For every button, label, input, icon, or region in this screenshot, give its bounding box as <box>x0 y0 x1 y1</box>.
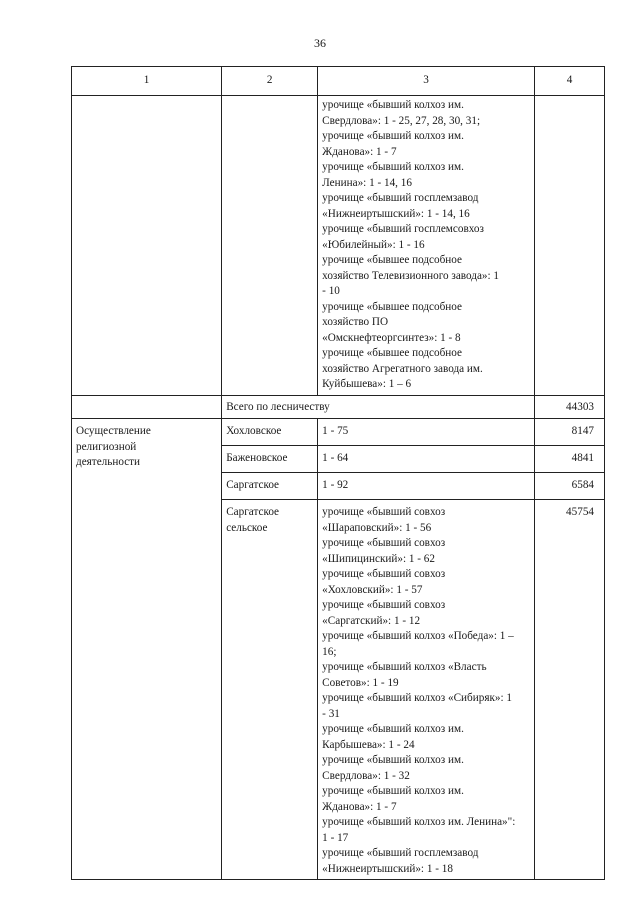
quarters-line: «Нижнеиртышский»: 1 - 18 <box>322 862 453 875</box>
quarters-line: урочище «бывшее подсобное <box>322 300 462 313</box>
forestry-cell <box>222 500 318 880</box>
forest-allocation-table <box>71 66 605 880</box>
quarters-line: урочище «бывший колхоз им. <box>322 754 464 766</box>
quarters-line: урочище «бывший колхоз им. <box>322 161 464 173</box>
quarters-line: - 31 <box>322 707 340 720</box>
purpose-cell <box>72 395 222 419</box>
quarters-line: Свердлова»: 1 - 32 <box>322 769 410 782</box>
quarters-line: урочище «бывший госплемзавод <box>322 847 479 859</box>
purpose-line: Осуществление <box>76 425 151 437</box>
quarters-line: урочище «бывший совхоз <box>322 537 446 549</box>
quarters-cell <box>318 96 535 396</box>
quarters-line: урочище «бывший колхоз им. <box>322 99 464 111</box>
quarters-line: - 10 <box>322 285 340 297</box>
quarters-line: «Саргатский»: 1 - 12 <box>322 614 421 627</box>
forestry-line: Саргатское <box>226 506 280 518</box>
quarters-line: Карбышева»: 1 - 24 <box>322 738 415 751</box>
purpose-cell <box>72 419 222 880</box>
quarters-cell: 1 - 75 <box>318 419 535 446</box>
quarters-line: урочище «бывший колхоз «Победа»: 1 – <box>322 630 514 642</box>
purpose-line: религиозной <box>76 440 137 453</box>
quarters-line: «Шипицинский»: 1 - 62 <box>322 552 435 565</box>
header-col-4: 4 <box>534 67 604 96</box>
quarters-line: урочище «бывший совхоз <box>322 568 446 580</box>
quarters-line: Жданова»: 1 - 7 <box>322 800 397 813</box>
quarters-line: урочище «бывшее подсобное <box>322 254 462 266</box>
quarters-line: «Юбилейный»: 1 - 16 <box>322 238 425 251</box>
area-cell: 6584 <box>534 473 604 500</box>
quarters-line: Ленина»: 1 - 14, 16 <box>322 176 412 189</box>
quarters-line: хозяйство Агрегатного завода им. <box>322 362 483 375</box>
forestry-line: сельское <box>226 521 268 534</box>
forestry-cell: Саргатское <box>222 473 318 500</box>
quarters-line: урочище «бывшее подсобное <box>322 347 462 359</box>
area-cell: 45754 <box>534 500 604 880</box>
purpose-line: деятельности <box>76 456 141 468</box>
area-cell: 4841 <box>534 446 604 473</box>
forestry-cell: Хохловское <box>222 419 318 446</box>
quarters-line: урочище «бывший колхоз им. <box>322 785 464 797</box>
quarters-line: хозяйство Телевизионного завода»: 1 <box>322 269 500 282</box>
table-row <box>72 96 605 396</box>
quarters-line: урочище «бывший госплемзавод <box>322 192 479 204</box>
quarters-line: «Омскнефтеоргсинтез»: 1 - 8 <box>322 331 461 344</box>
total-value: 44303 <box>534 395 604 419</box>
quarters-line: урочище «бывший совхоз <box>322 599 446 611</box>
quarters-line: «Нижнеиртышский»: 1 - 14, 16 <box>322 207 470 220</box>
quarters-line: «Шараповский»: 1 - 56 <box>322 521 432 534</box>
quarters-line: 16; <box>322 645 337 658</box>
header-col-1: 1 <box>72 67 222 96</box>
quarters-line: Советов»: 1 - 19 <box>322 676 399 689</box>
quarters-cell <box>318 500 535 880</box>
quarters-line: урочище «бывший колхоз «Власть <box>322 661 487 673</box>
forestry-cell: Баженовское <box>222 446 318 473</box>
quarters-line: урочище «бывший колхоз им. <box>322 723 464 735</box>
total-label: Всего по лесничеству <box>222 395 535 419</box>
total-row <box>72 395 605 419</box>
quarters-line: урочище «бывший колхоз им. <box>322 130 464 142</box>
quarters-line: урочище «бывший госплемсовхоз <box>322 223 484 235</box>
quarters-line: Куйбышева»: 1 – 6 <box>322 378 412 390</box>
header-col-2: 2 <box>222 67 318 96</box>
quarters-line: «Хохловский»: 1 - 57 <box>322 583 423 596</box>
table-header-row <box>72 67 605 96</box>
quarters-cell: 1 - 92 <box>318 473 535 500</box>
quarters-line: урочище «бывший колхоз им. Ленина»": <box>322 816 516 828</box>
purpose-cell <box>72 96 222 396</box>
quarters-line: 1 - 17 <box>322 831 349 844</box>
quarters-line: урочище «бывший совхоз <box>322 506 446 518</box>
quarters-line: Жданова»: 1 - 7 <box>322 145 397 158</box>
table-row <box>72 419 605 446</box>
area-cell: 8147 <box>534 419 604 446</box>
quarters-line: урочище «бывший колхоз «Сибиряк»: 1 <box>322 692 512 704</box>
forestry-cell <box>222 96 318 396</box>
quarters-line: хозяйство ПО <box>322 316 389 328</box>
header-col-3: 3 <box>318 67 535 96</box>
quarters-cell: 1 - 64 <box>318 446 535 473</box>
area-cell <box>534 96 604 396</box>
quarters-line: Свердлова»: 1 - 25, 27, 28, 30, 31; <box>322 114 481 127</box>
page-number: 36 <box>314 36 326 50</box>
